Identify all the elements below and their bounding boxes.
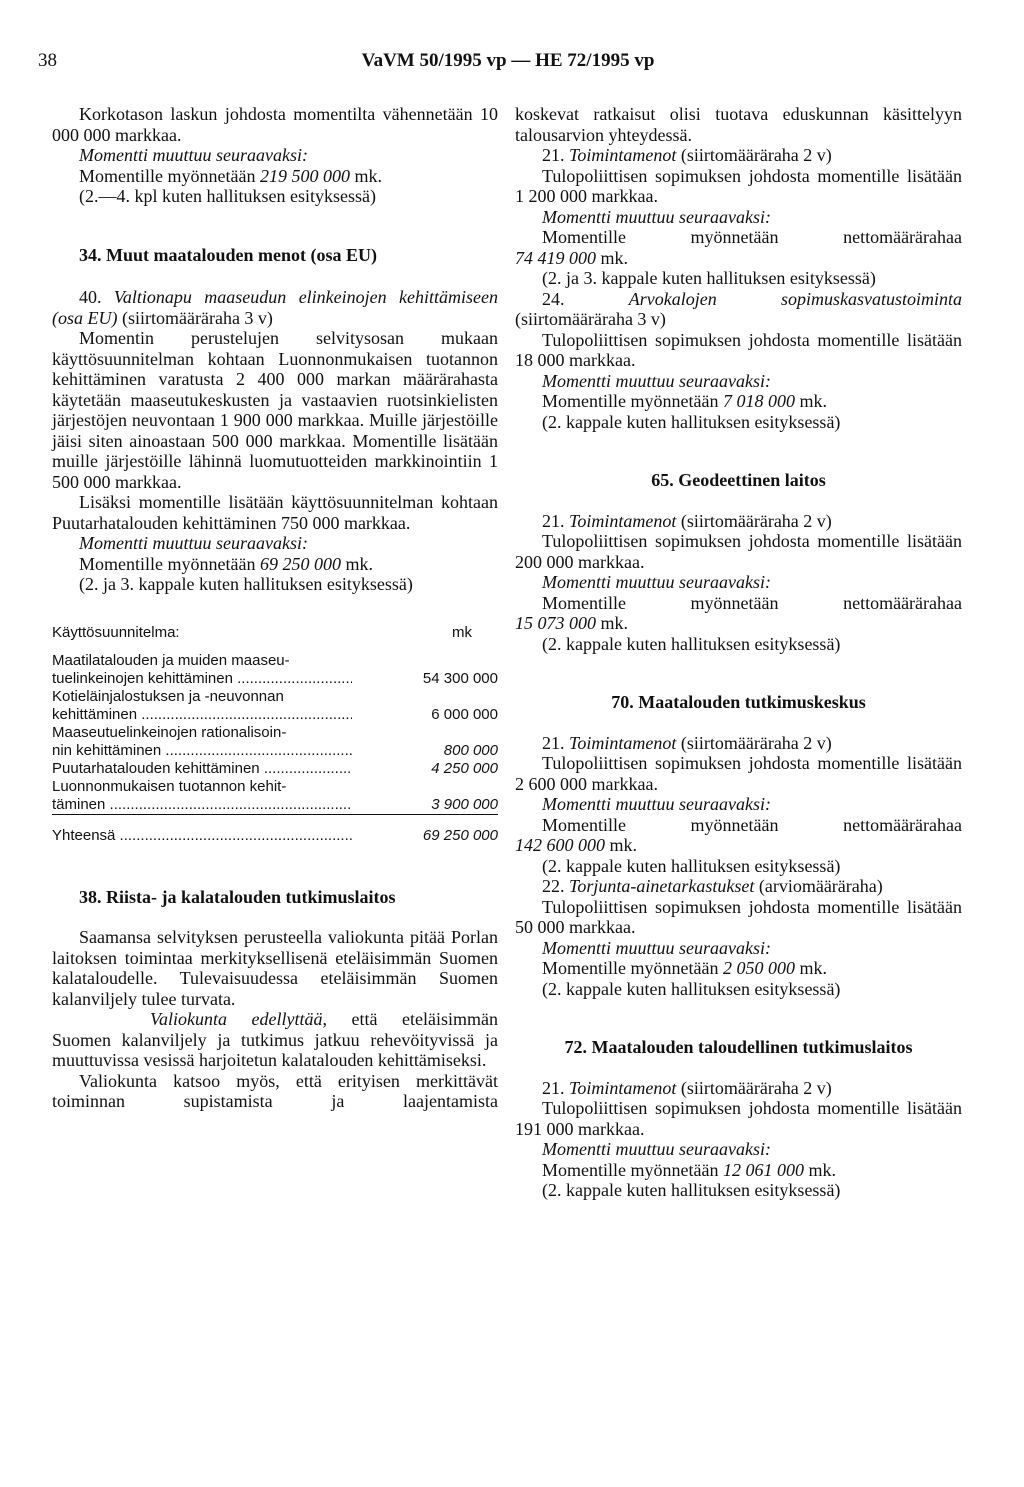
- paragraph: Tulopoliittisen sopimuksen johdosta momentille lisätään 191 000 markkaa.: [515, 1098, 962, 1139]
- appropriation-amount: 142 600 000 mk.: [515, 835, 638, 855]
- page-number: 38: [38, 50, 57, 71]
- appropriation-line: Momentille myönnetään 219 500 000 mk.: [79, 165, 382, 186]
- paragraph: Tulopoliittisen sopimuksen johdosta momentille lisätään 18 000 markkaa.: [515, 329, 962, 370]
- paragraph: Valiokunta katsoo myös, että erityisen merkittävät toiminnan supistamista ja laajentamista: [52, 1070, 498, 1111]
- row-label: Maatilatalouden ja muiden maaseu-: [52, 651, 290, 669]
- section-heading: 38. Riista- ja kalatalouden tutkimuslaitos: [79, 886, 396, 907]
- appropriation-line: Momentille myönnetään nettomäärärahaa: [542, 814, 962, 835]
- paragraph: Korkotason laskun johdosta momentilta vähennetään 10 000 000 markkaa.: [52, 104, 498, 145]
- paragraph-reference: (2. kappale kuten hallituksen esityksessä): [542, 633, 841, 654]
- row-label: nin kehittäminen .....: [52, 742, 352, 760]
- subsection-title: 21. Toimintamenot (siirtomääräraha 2 v): [542, 510, 832, 531]
- row-label: Luonnonmukaisen tuotannon kehit-: [52, 777, 287, 795]
- row-label: täminen .....: [52, 796, 352, 814]
- paragraph: Lisäksi momentille lisätään käyttösuunnitelman kohtaan Puutarhatalouden kehittäminen 750 000 markkaa.: [52, 492, 498, 533]
- paragraph-reference: (2. kappale kuten hallituksen esityksessä): [542, 855, 841, 876]
- section-heading: 34. Muut maatalouden menot (osa EU): [79, 244, 378, 265]
- appropriation-line: Momentille myönnetään nettomäärärahaa: [542, 227, 962, 247]
- total-label: Yhteensä .....: [52, 827, 352, 845]
- running-head: VaVM 50/1995 vp — HE 72/1995 vp: [361, 50, 655, 71]
- paragraph: koskevat ratkaisut olisi tuotava eduskunnan käsittelyyn talousarvion yhteydessä.: [515, 104, 962, 145]
- right-column: [515, 104, 962, 1201]
- appropriation-line: Momentille myönnetään 69 250 000 mk.: [79, 553, 373, 574]
- table-row: [52, 724, 498, 760]
- appropriation-amount: 15 073 000 mk.: [515, 613, 629, 633]
- paragraph: Tulopoliittisen sopimuksen johdosta momentille lisätään 200 000 markkaa.: [515, 531, 962, 572]
- row-label: tuelinkeinojen kehittäminen .....: [52, 670, 352, 688]
- paragraph: Tulopoliittisen sopimuksen johdosta momentille lisätään 1 200 000 markkaa.: [515, 165, 962, 206]
- row-label: Kotieläinjalostuksen ja -neuvonnan: [52, 687, 284, 705]
- paragraph-reference: (2. ja 3. kappale kuten hallituksen esityksessä): [542, 268, 876, 288]
- row-value: 4 250 000: [431, 759, 498, 777]
- total-value: 69 250 000: [422, 826, 498, 844]
- table-row: [52, 778, 498, 815]
- paragraph-reference: (2. kappale kuten hallituksen esityksessä): [542, 1180, 841, 1200]
- section-heading: 72. Maatalouden taloudellinen tutkimuslaitos: [564, 1037, 913, 1057]
- subsection-title: 21. Toimintamenot (siirtomääräraha 2 v): [542, 145, 832, 165]
- amendment-note: Momentti muuttuu seuraavaksi:: [542, 206, 771, 227]
- amendment-note: Momentti muuttuu seuraavaksi:: [79, 533, 308, 553]
- table-header-unit: mk: [452, 623, 472, 641]
- subsection-title: 22. Torjunta-ainetarkastukset (arviomääräraha): [542, 876, 883, 896]
- amendment-note: Momentti muuttuu seuraavaksi:: [542, 937, 771, 958]
- appropriation-line: Momentille myönnetään 2 050 000 mk.: [542, 958, 827, 978]
- row-value: 3 900 000: [431, 795, 498, 813]
- appropriation-line: Momentille myönnetään 12 061 000 mk.: [542, 1159, 836, 1180]
- amendment-note: Momentti muuttuu seuraavaksi:: [542, 1139, 771, 1159]
- amendment-note: Momentti muuttuu seuraavaksi:: [542, 572, 771, 592]
- table-total-row: [52, 827, 498, 845]
- table-row: [52, 652, 498, 688]
- paragraph-reference: (2. kappale kuten hallituksen esityksessä): [542, 978, 841, 999]
- table-row: [52, 760, 498, 778]
- left-column: [52, 104, 498, 1112]
- paragraph-reference: (2.—4. kpl kuten hallituksen esityksessä): [79, 186, 376, 206]
- row-value: 800 000: [443, 741, 498, 759]
- subsection-title: 40. Valtionapu maaseudun elinkeinojen kehittämiseen (osa EU) (siirtomääräraha 3 v): [52, 287, 499, 328]
- table-row: [52, 688, 498, 724]
- usage-plan-table: [52, 624, 498, 845]
- appropriation-line: Momentille myönnetään 7 018 000 mk.: [542, 391, 827, 411]
- paragraph-reference: (2. kappale kuten hallituksen esityksessä): [542, 411, 841, 432]
- paragraph: Tulopoliittisen sopimuksen johdosta momentille lisätään 2 600 000 markkaa.: [515, 753, 962, 794]
- subsection-title: 24. Arvokalojen sopimuskasvatustoiminta (siirtomääräraha 3 v): [515, 288, 962, 329]
- paragraph-reference: (2. ja 3. kappale kuten hallituksen esityksessä): [79, 574, 413, 594]
- appropriation-line: Momentille myönnetään nettomäärärahaa: [542, 592, 962, 613]
- section-heading: 70. Maatalouden tutkimuskeskus: [611, 692, 866, 712]
- amendment-note: Momentti muuttuu seuraavaksi:: [542, 794, 771, 814]
- amendment-note: Momentti muuttuu seuraavaksi:: [79, 145, 308, 165]
- paragraph: Momentin perustelujen selvitysosan mukaan käyttösuunnitelman kohtaan Luonnonmukaisen tuotannon kehittäminen varatusta 2 400 000 markan määrärahasta käytetään maaseutukeskusten ja vastaavien ruotsinkielisten järjestöjen neuvontaan 1 900 000 markkaa. Muille järjestöille jäisi siten ainoastaan 500 000 markkaa. Momentille lisätään muille järjestöille lähinnä luomutuotteiden markkinointiin 1 500 000 markkaa.: [52, 328, 498, 492]
- paragraph: Valiokunta edellyttää, että eteläisimmän Suomen kalanviljely ja tutkimus jatkuu rehevöityvissä ja muuttuvissa vesissä harjoitetun kalatalouden kehittämiseksi.: [52, 1009, 499, 1070]
- paragraph: Tulopoliittisen sopimuksen johdosta momentille lisätään 50 000 markkaa.: [515, 896, 962, 937]
- row-label: Maaseutuelinkeinojen rationalisoin-: [52, 723, 287, 741]
- row-value: 6 000 000: [431, 705, 498, 723]
- row-label: kehittäminen .....: [52, 706, 352, 724]
- section-heading: 65. Geodeettinen laitos: [651, 470, 826, 490]
- amendment-note: Momentti muuttuu seuraavaksi:: [542, 370, 771, 391]
- row-label: Puutarhatalouden kehittäminen .....: [52, 760, 352, 778]
- table-header: [52, 624, 498, 642]
- subsection-title: 21. Toimintamenot (siirtomääräraha 2 v): [542, 1077, 832, 1098]
- paragraph: Saamansa selvityksen perusteella valiokunta pitää Porlan laitoksen toimintaa merkityksellisenä eteläisimmän Suomen kalataloudelle. Tulevaisuudessa eteläisimmän Suomen kalanviljely tulee turvata.: [52, 927, 498, 1009]
- table-header-label: Käyttösuunnitelma:: [52, 623, 180, 641]
- page-header: [38, 50, 978, 76]
- subsection-title: 21. Toimintamenot (siirtomääräraha 2 v): [542, 732, 832, 753]
- appropriation-amount: 74 419 000 mk.: [515, 247, 629, 268]
- row-value: 54 300 000: [422, 669, 498, 687]
